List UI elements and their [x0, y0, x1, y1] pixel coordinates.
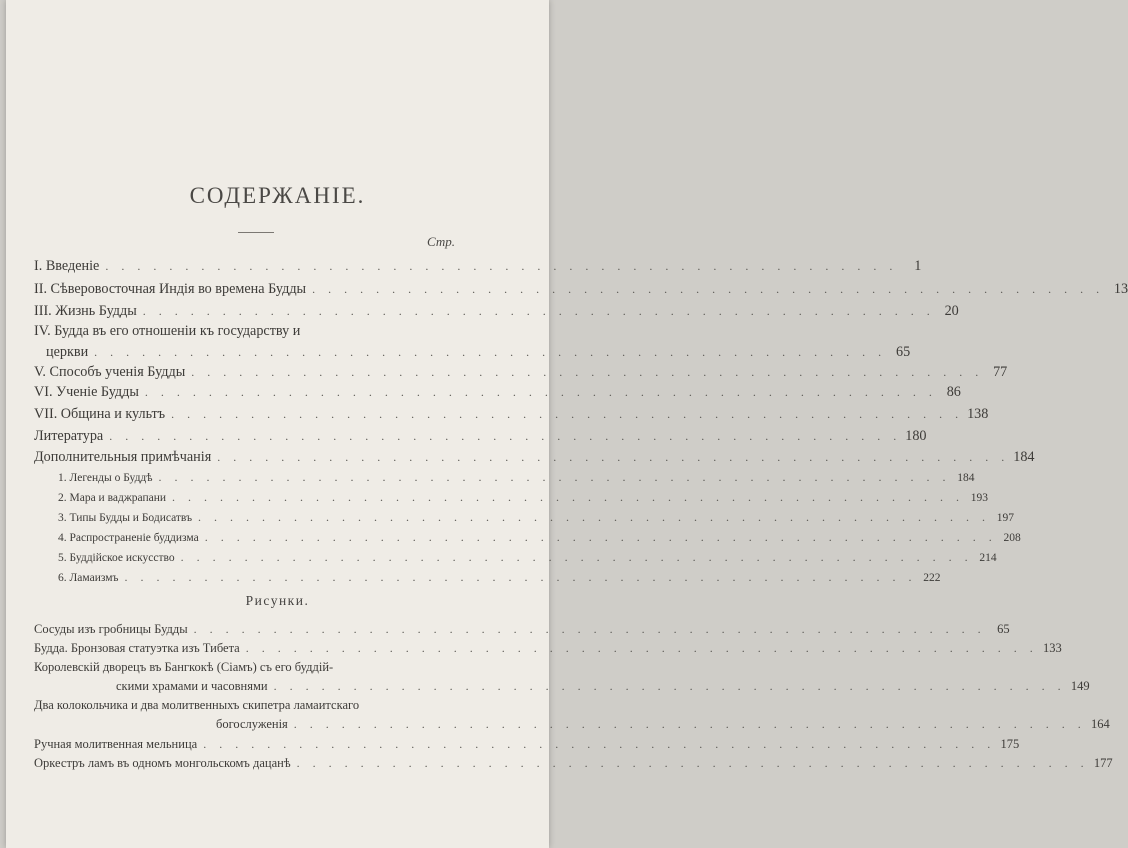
entry-label: VI. Ученіе Будды	[34, 384, 139, 400]
entry-label: III. Жизнь Будды	[34, 303, 137, 319]
entry-page: 1	[914, 258, 922, 274]
toc-entry-4-line-1: IV. Будда въ его отношеніи къ государству и	[34, 323, 301, 339]
entry-page: 133	[1042, 641, 1062, 655]
entry-page: 164	[1091, 717, 1110, 731]
toc-entry-7	[34, 406, 989, 423]
leader-dots: . . . . . . . . . . . . . . . . . . . . . . . . . . . . . . . . . . . . . . . . . . . . . . . . . .	[217, 450, 1010, 464]
leader-dots: . . . . . . . . . . . . . . . . . . . . . . . . . . . . . . . . . . . . . . . . . . . . . . . . . .	[198, 510, 991, 524]
illustration-entry-3	[116, 679, 1090, 694]
toc-entry-3	[34, 303, 959, 320]
leader-dots: . . . . . . . . . . . . . . . . . . . . . . . . . . . . . . . . . . . . . . . . . . . . . . . . . .	[180, 550, 973, 564]
leader-dots: . . . . . . . . . . . . . . . . . . . . . . . . . . . . . . . . . . . . . . . . . . . . . . . . . .	[105, 259, 898, 273]
toc-entry-5	[34, 364, 1008, 381]
page-column-label: Стр.	[427, 234, 455, 249]
note-entry-6	[58, 570, 941, 585]
illustration-entry-4-line-1: Два колокольчика и два молитвенныхъ скипетра ламаитскаго	[34, 698, 360, 712]
entry-page: 184	[1013, 449, 1035, 465]
toc-entry-4	[46, 344, 911, 361]
entry-label: 1. Легенды о Буддѣ	[58, 472, 153, 484]
entry-label: I. Введеніе	[34, 258, 100, 274]
leader-dots: . . . . . . . . . . . . . . . . . . . . . . . . . . . . . . . . . . . . . . . . . . . . . . . . . .	[293, 717, 1086, 731]
entry-label: Дополнительныя примѣчанія	[34, 449, 212, 465]
leader-dots: . . . . . . . . . . . . . . . . . . . . . . . . . . . . . . . . . . . . . . . . . . . . . . . . . .	[171, 407, 964, 421]
leader-dots: . . . . . . . . . . . . . . . . . . . . . . . . . . . . . . . . . . . . . . . . . . . . . . . . . .	[204, 530, 997, 544]
leader-dots: . . . . . . . . . . . . . . . . . . . . . . . . . . . . . . . . . . . . . . . . . . . . . . . . . .	[245, 641, 1038, 655]
leader-dots: . . . . . . . . . . . . . . . . . . . . . . . . . . . . . . . . . . . . . . . . . . . . . . . . . .	[109, 429, 902, 443]
illustration-entry-5	[34, 737, 1020, 752]
illustration-entry-1	[34, 622, 1010, 637]
toc-entry-6	[34, 384, 961, 401]
leader-dots: . . . . . . . . . . . . . . . . . . . . . . . . . . . . . . . . . . . . . . . . . . . . . . . . . .	[94, 345, 887, 359]
toc-entry-2	[34, 281, 1128, 298]
entry-label: 2. Мара и ваджрапани	[58, 492, 167, 504]
entry-label: V. Способъ ученія Будды	[34, 364, 186, 380]
entry-label: Литература	[34, 428, 104, 444]
illustration-entry-3-line-1: Королевскій дворецъ въ Бангкокѣ (Сіамъ) съ его буддій-	[34, 660, 334, 674]
toc-entry-8	[34, 428, 927, 445]
entry-page: 149	[1070, 679, 1090, 693]
entry-page: 184	[957, 472, 975, 484]
entry-label: церкви	[46, 344, 89, 360]
leader-dots: . . . . . . . . . . . . . . . . . . . . . . . . . . . . . . . . . . . . . . . . . . . . . . . . . .	[124, 570, 917, 584]
leader-dots: . . . . . . . . . . . . . . . . . . . . . . . . . . . . . . . . . . . . . . . . . . . . . . . . . .	[191, 365, 984, 379]
toc-title: СОДЕРЖАНІЕ.	[189, 183, 366, 208]
entry-page: 65	[895, 344, 911, 360]
illustration-entry-2	[34, 641, 1062, 656]
entry-page: 197	[996, 512, 1015, 524]
entry-label: скими храмами и часовнями	[116, 679, 268, 693]
entry-page: 77	[993, 364, 1008, 380]
toc-entry-9	[34, 449, 1035, 466]
entry-page: 138	[967, 406, 989, 422]
note-entry-5	[58, 550, 997, 565]
illustration-entry-4	[216, 717, 1110, 732]
book-page	[6, 0, 1128, 848]
entry-label: 3. Типы Будды и Бодисатвъ	[58, 512, 193, 524]
note-entry-3	[58, 510, 1015, 525]
leader-dots: . . . . . . . . . . . . . . . . . . . . . . . . . . . . . . . . . . . . . . . . . . . . . . . . . .	[172, 490, 965, 504]
entry-page: 222	[923, 572, 941, 584]
title-rule	[238, 232, 274, 233]
entry-label: Оркестръ ламъ въ одномъ монгольскомъ дацанѣ	[34, 756, 291, 770]
note-entry-1	[58, 470, 975, 485]
note-entry-2	[58, 490, 989, 505]
toc-entry-1	[34, 258, 922, 275]
entry-label: Будда. Бронзовая статуэтка изъ Тибета	[34, 641, 240, 655]
entry-label: VII. Община и культъ	[34, 406, 166, 422]
entry-page: 175	[1000, 737, 1020, 751]
entry-page: 13	[1113, 281, 1128, 297]
leader-dots: . . . . . . . . . . . . . . . . . . . . . . . . . . . . . . . . . . . . . . . . . . . . . . . . . .	[296, 756, 1089, 770]
entry-label: 5. Буддійское искусство	[58, 552, 175, 564]
entry-page: 214	[979, 552, 997, 564]
illustrations-title: Рисунки.	[245, 593, 310, 608]
entry-page: 20	[944, 303, 959, 319]
entry-label: 4. Распространеніе буддизма	[58, 532, 199, 544]
entry-page: 177	[1093, 756, 1113, 770]
entry-label: Сосуды изъ гробницы Будды	[34, 622, 188, 636]
leader-dots: . . . . . . . . . . . . . . . . . . . . . . . . . . . . . . . . . . . . . . . . . . . . . . . . . .	[144, 385, 937, 399]
entry-page: 65	[997, 622, 1010, 636]
entry-label: II. Сѣверовосточная Индія во времена Будды	[34, 281, 307, 297]
entry-label: 6. Ламаизмъ	[58, 572, 119, 584]
leader-dots: . . . . . . . . . . . . . . . . . . . . . . . . . . . . . . . . . . . . . . . . . . . . . . . . . .	[273, 679, 1066, 693]
leader-dots: . . . . . . . . . . . . . . . . . . . . . . . . . . . . . . . . . . . . . . . . . . . . . . . . . .	[193, 622, 986, 636]
note-entry-4	[58, 530, 1021, 545]
entry-page: 86	[946, 384, 961, 400]
entry-label: богослуженія	[216, 717, 288, 731]
entry-page: 180	[905, 428, 927, 444]
entry-label: Ручная молитвенная мельница	[34, 737, 198, 751]
leader-dots: . . . . . . . . . . . . . . . . . . . . . . . . . . . . . . . . . . . . . . . . . . . . . . . . . .	[203, 737, 996, 751]
entry-page: 193	[970, 492, 989, 504]
entry-page: 208	[1003, 532, 1021, 544]
leader-dots: . . . . . . . . . . . . . . . . . . . . . . . . . . . . . . . . . . . . . . . . . . . . . . . . . .	[158, 470, 951, 484]
leader-dots: . . . . . . . . . . . . . . . . . . . . . . . . . . . . . . . . . . . . . . . . . . . . . . . . . .	[312, 282, 1105, 296]
leader-dots: . . . . . . . . . . . . . . . . . . . . . . . . . . . . . . . . . . . . . . . . . . . . . . . . . .	[142, 304, 935, 318]
illustration-entry-6	[34, 756, 1113, 771]
